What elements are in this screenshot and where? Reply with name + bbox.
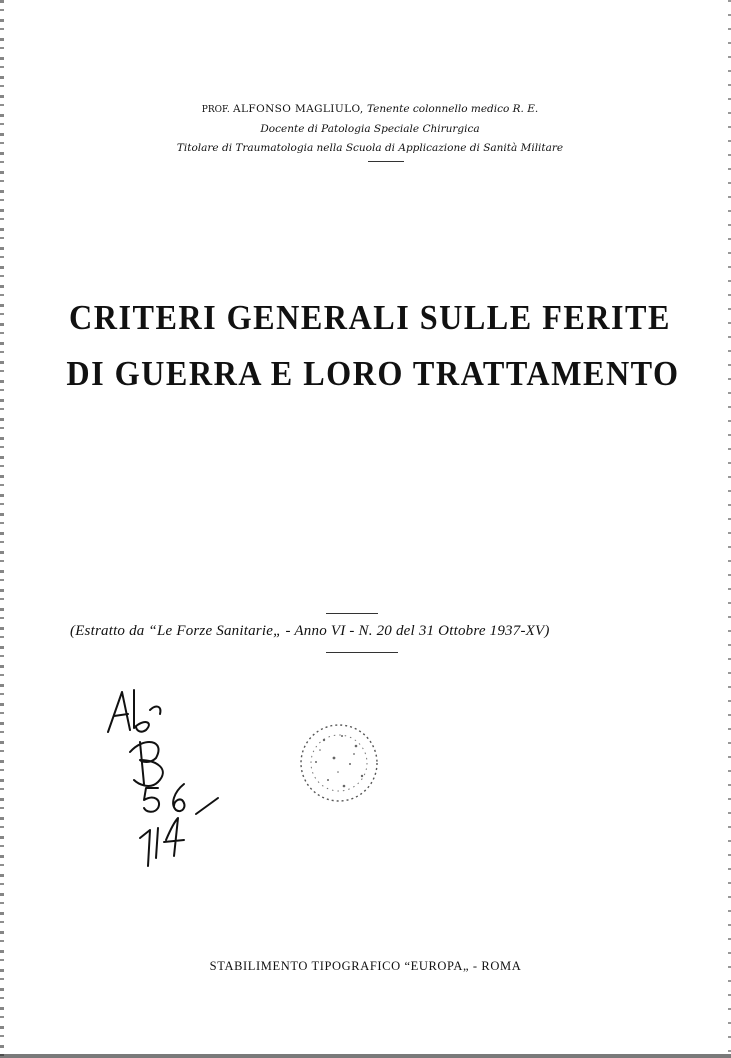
author-block (160, 100, 580, 158)
author-role-2: Titolare di Traumatologia nella Scuola di Applicazione di Sanità Militare (176, 142, 564, 154)
publisher-imprint: STABILIMENTO TIPOGRAFICO “EUROPA„ - ROMA (209, 959, 522, 973)
title-line-1: CRITERI GENERALI SULLE FERITE (69, 298, 671, 337)
document-title (66, 290, 680, 402)
handwriting-stroke-4 (130, 742, 163, 786)
stamp-speckle (315, 735, 363, 787)
author-name: ALFONSO MAGLIULO, (233, 103, 364, 115)
handwriting-stroke-8 (140, 818, 184, 866)
handwriting-stroke-6 (173, 784, 184, 811)
handwriting-stroke-2 (134, 690, 149, 732)
stamp-outer-ring (301, 725, 377, 801)
extract-citation: (Estratto da “Le Forze Sanitarie„ - Anno VI - N. 20 del 31 Ottobre 1937-XV) (70, 623, 550, 639)
extract-rule-bottom (326, 652, 398, 653)
author-role-1: Docente di Patologia Speciale Chirurgica (260, 123, 480, 135)
handwriting-stroke-7 (196, 798, 218, 814)
library-stamp (294, 718, 384, 808)
handwriting-stroke-5 (144, 788, 159, 812)
author-line (160, 100, 580, 120)
stamp-inner-ring (311, 735, 367, 791)
author-prefix: PROF. (201, 105, 230, 115)
author-divider (368, 161, 404, 162)
handwriting-stroke-3 (150, 707, 160, 714)
handwriting-stroke-1 (108, 692, 130, 732)
extract-rule-top (326, 613, 378, 614)
scan-edge-left (0, 0, 4, 1058)
title-line-2: DI GUERRA E LORO TRATTAMENTO (66, 354, 680, 393)
handwritten-annotation (100, 680, 240, 880)
author-rank: Tenente colonnello medico R. E. (366, 103, 539, 115)
scan-edge-bottom (0, 1054, 731, 1058)
